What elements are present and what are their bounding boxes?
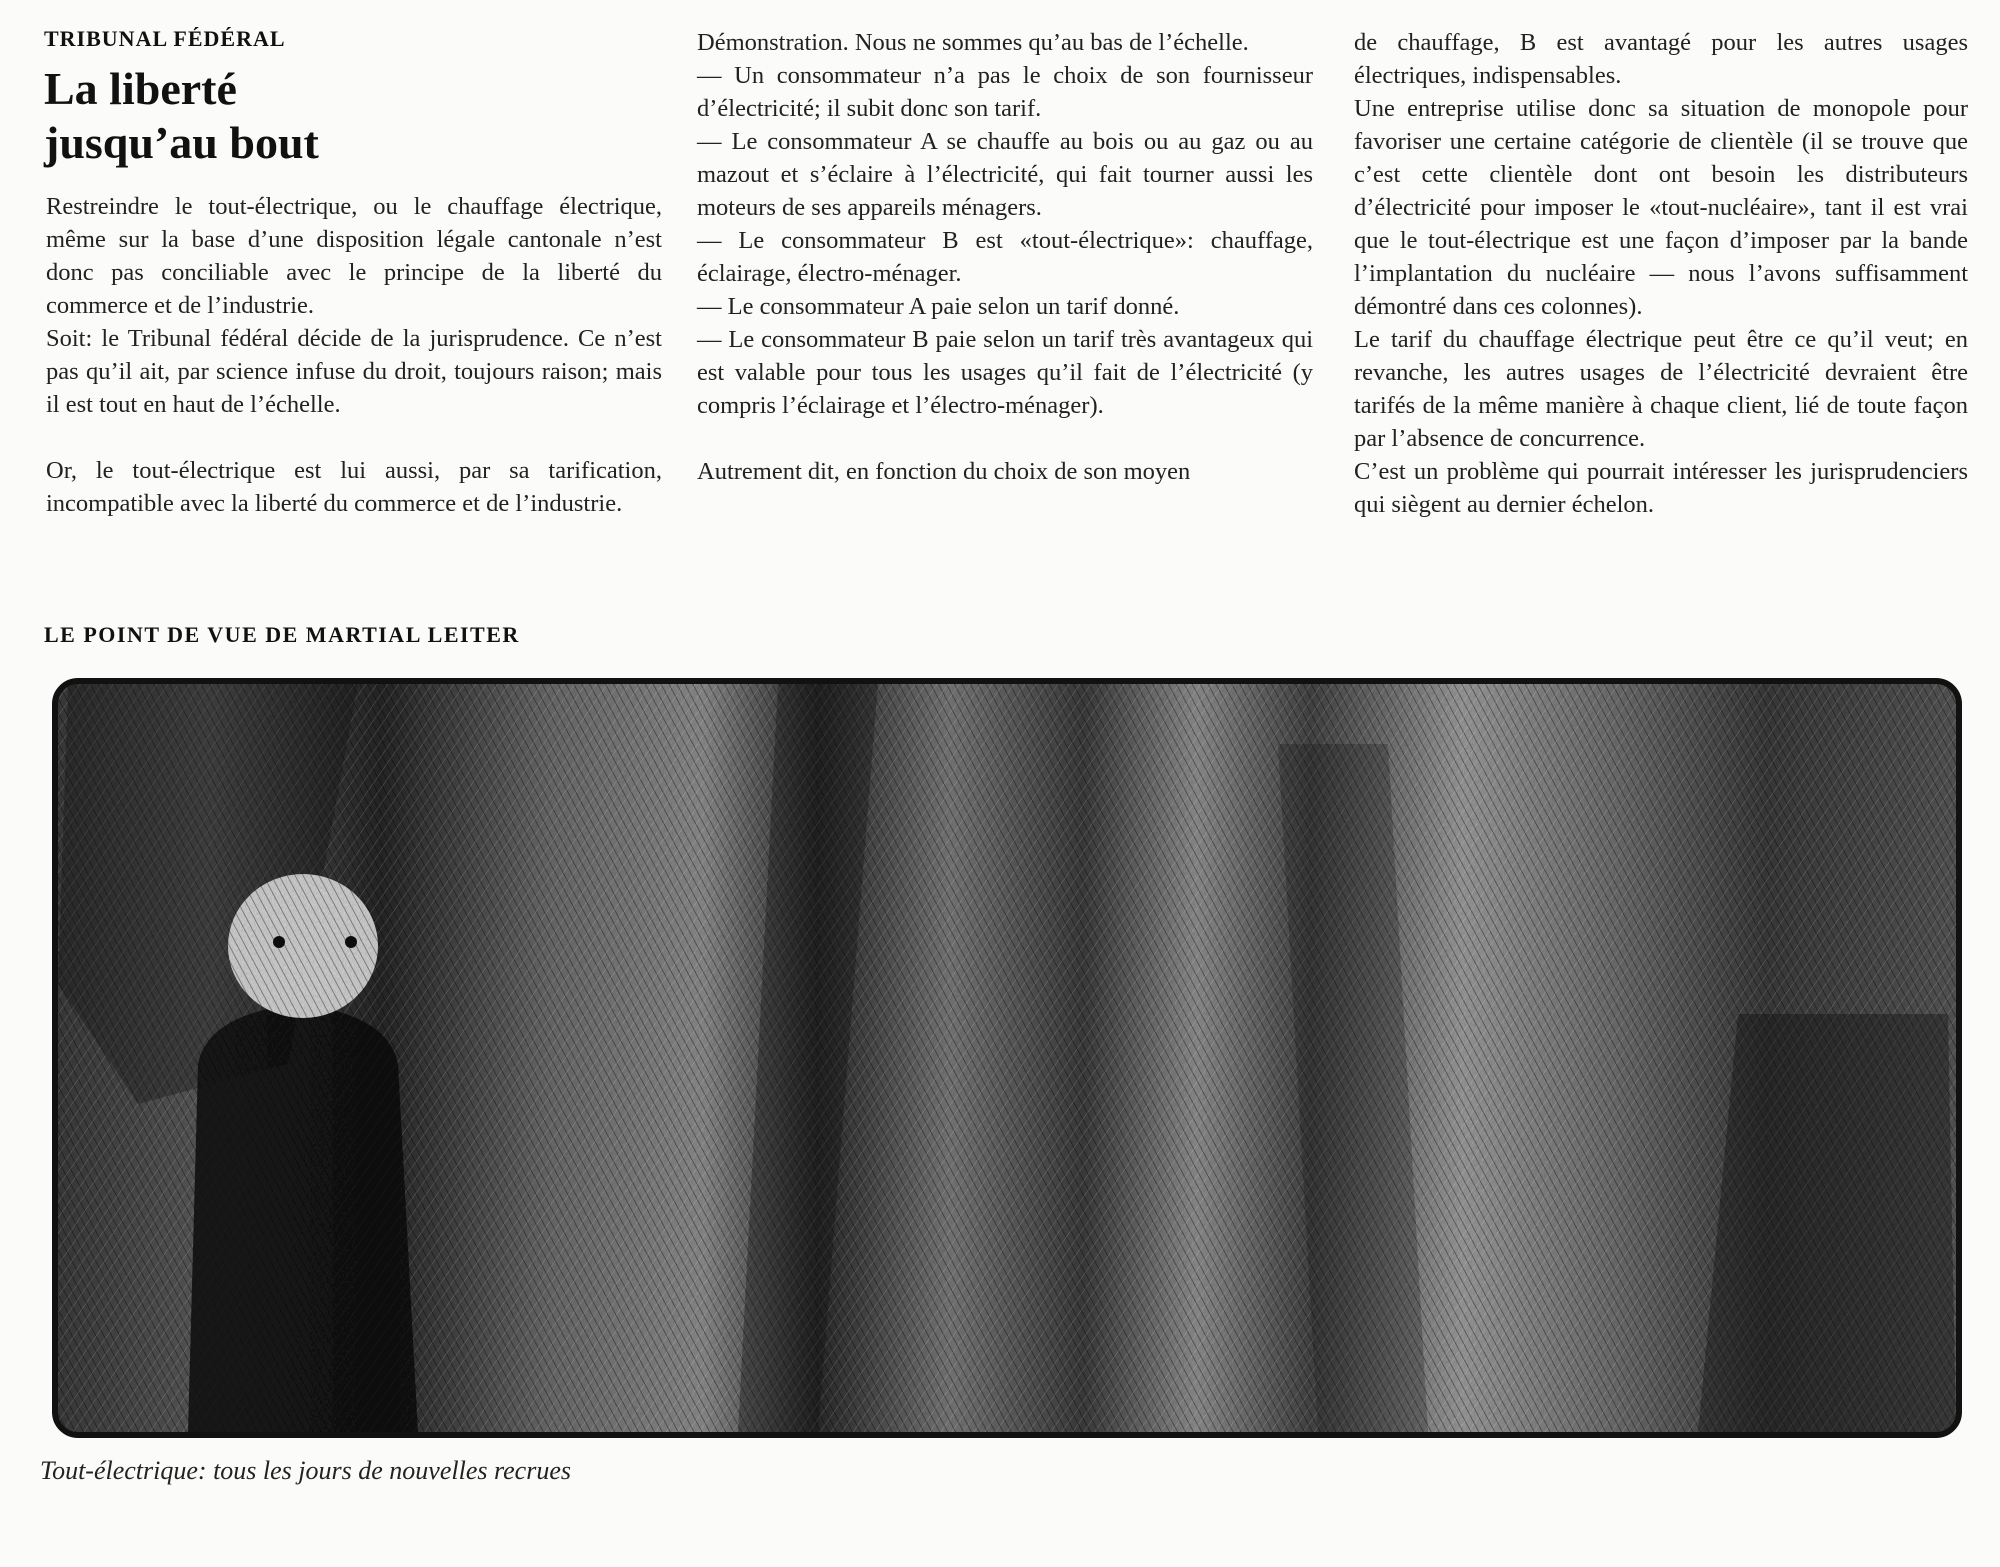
cartoon-illustration <box>52 678 1962 1438</box>
article-column-3 <box>1354 26 1968 521</box>
column-1-paragraph: Restreindre le tout-électrique, ou le chauffage électrique, même sur la base d’une disposition légale cantonale n’est donc pas conciliable avec le principe de la liberté du commerce et de l’industrie. <box>46 193 662 319</box>
article-column-1 <box>46 190 662 520</box>
column-2-paragraph: Autrement dit, en fonction du choix de son moyen <box>697 458 1191 485</box>
column-2-paragraph: — Le consommateur B est «tout-électrique»: chauffage, éclairage, électro-ménager. <box>697 227 1313 287</box>
column-3-paragraph: C’est un problème qui pourrait intéresser les jurisprudenciers qui siègent au dernier échelon. <box>1354 458 1968 518</box>
column-3-paragraph: Une entreprise utilise donc sa situation de monopole pour favoriser une certaine catégorie de clientèle (il se trouve que c’est cette clientèle dont ont besoin les distributeurs d’électricité pour imposer le «tout-nucléaire», tant il est vrai que le tout-électrique est une façon d’imposer par la bande l’implantation du nucléaire — nous l’avons suffisamment démontré dans ces colonnes). <box>1354 95 1968 320</box>
column-2-paragraph: — Le consommateur B paie selon un tarif très avantageux qui est valable pour tous les usages qu’il fait de l’électricité (y compris l’éclairage et l’électro-ménager). <box>697 326 1313 419</box>
article-kicker: TRIBUNAL FÉDÉRAL <box>44 26 286 51</box>
column-3-paragraph: de chauffage, B est avantagé pour les autres usages électriques, indispensables. <box>1354 29 1968 89</box>
cartoon-caption: Tout-électrique: tous les jours de nouvelles recrues <box>40 1456 571 1485</box>
article-column-2 <box>697 26 1313 488</box>
column-2-paragraph: — Le consommateur A paie selon un tarif donné. <box>697 293 1180 320</box>
column-1-paragraph: Soit: le Tribunal fédéral décide de la jurisprudence. Ce n’est pas qu’il ait, par science infuse du droit, toujours raison; mais il est tout en haut de l’échelle. <box>46 325 662 418</box>
cross-hatched-drawing <box>58 684 1956 1432</box>
column-3-paragraph: Le tarif du chauffage électrique peut être ce qu’il veut; en revanche, les autres usages de l’électricité devraient être tarifés de la même manière à chaque client, lié de toute façon par l’absence de concurrence. <box>1354 326 1968 452</box>
column-2-paragraph: — Un consommateur n’a pas le choix de son fournisseur d’électricité; il subit donc son tarif. <box>697 62 1313 122</box>
column-1-paragraph: Or, le tout-électrique est lui aussi, par sa tarification, incompatible avec la liberté du commerce et de l’industrie. <box>46 457 662 517</box>
article-title-line-1: La liberté <box>44 63 237 114</box>
column-2-paragraph: — Le consommateur A se chauffe au bois ou au gaz ou au mazout et s’éclaire à l’électricité, qui fait tourner aussi les moteurs de ses appareils ménagers. <box>697 128 1313 221</box>
article-title-line-2: jusqu’au bout <box>44 117 319 168</box>
cartoon-section-title: LE POINT DE VUE DE MARTIAL LEITER <box>44 622 520 647</box>
article-title <box>44 62 644 170</box>
column-2-paragraph: Démonstration. Nous ne sommes qu’au bas de l’échelle. <box>697 29 1249 56</box>
